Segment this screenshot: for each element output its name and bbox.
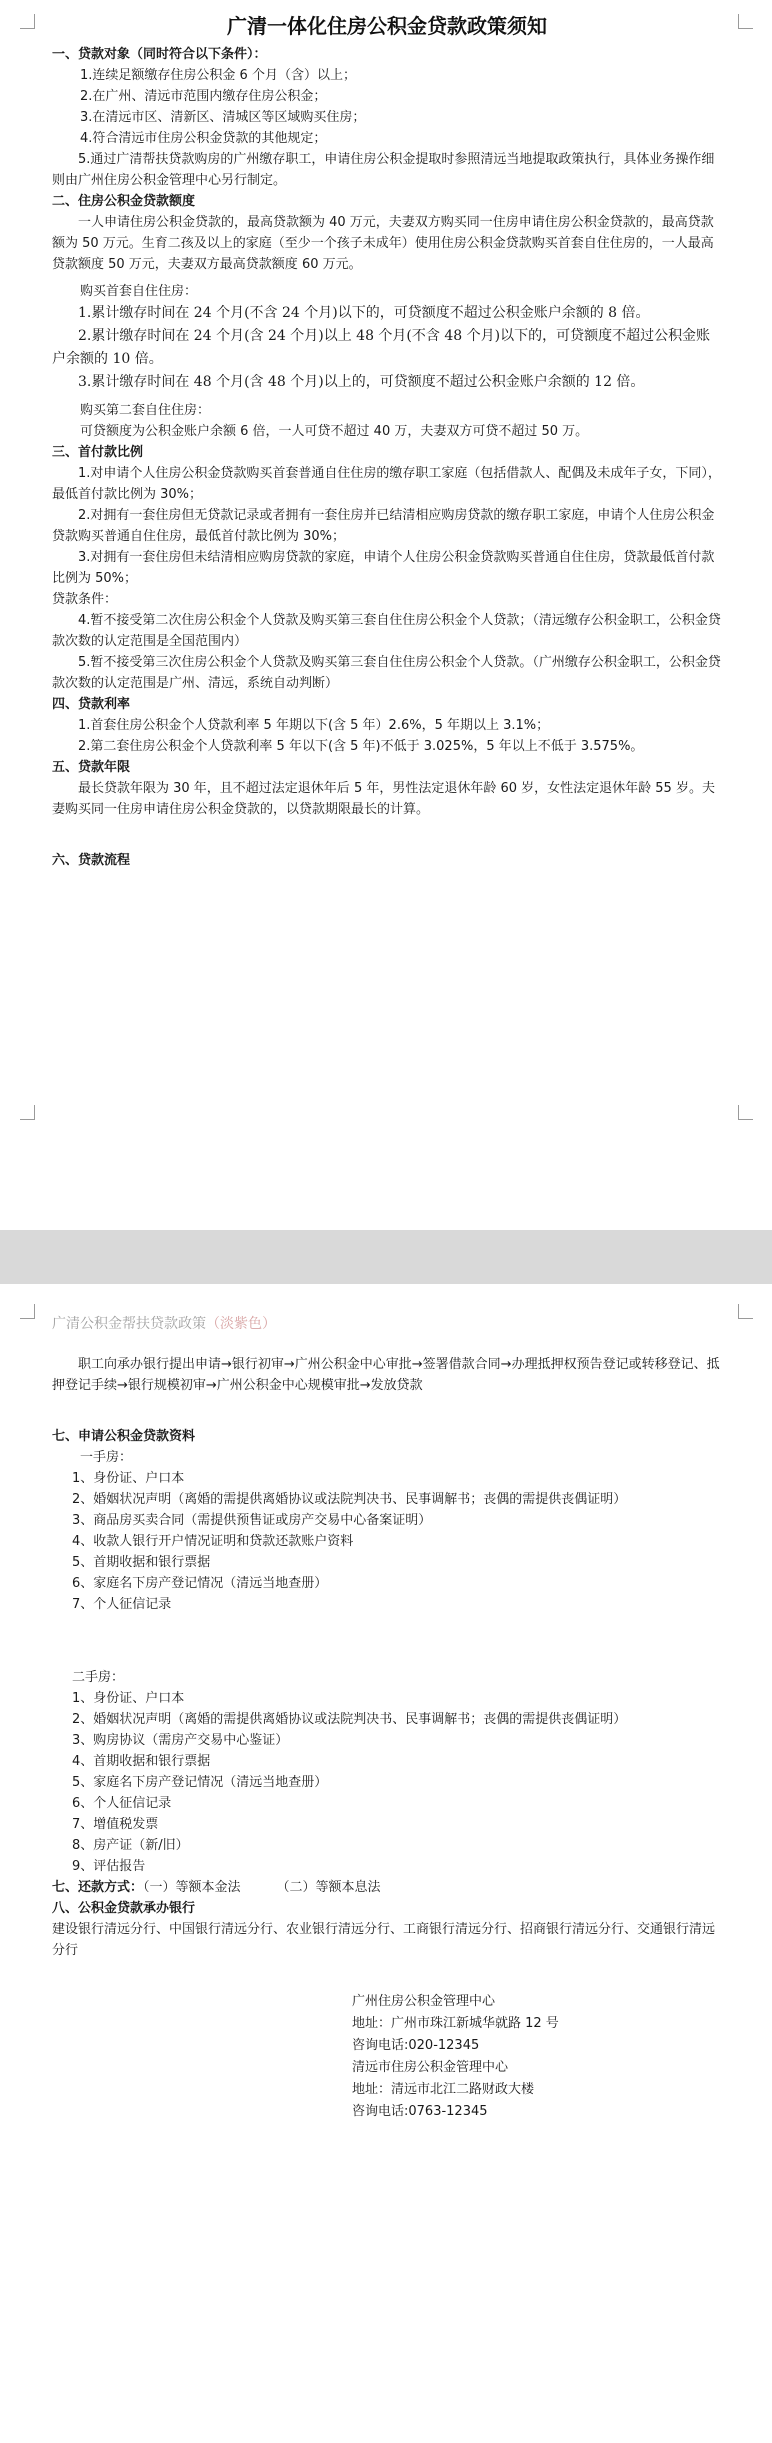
list-item: 7、增值税发票 <box>72 1817 159 1832</box>
section-heading: 一、贷款对象（同时符合以下条件）： <box>52 47 267 62</box>
contact-line: 广州住房公积金管理中心 <box>352 1994 496 2009</box>
header-text: 广清公积金帮扶贷款政策 <box>52 1316 206 1332</box>
list-item: 3.累计缴存时间在 48 个月(含 48 个月)以上的，可贷额度不超过公积金账户余额的 12 倍。 <box>78 374 645 390</box>
subheading: 二手房： <box>72 1670 125 1685</box>
list-item: 2、婚姻状况声明（离婚的需提供离婚协议或法院判决书、民事调解书；丧偶的需提供丧偶证明） <box>72 1712 627 1727</box>
page-corner-mark <box>738 1105 753 1120</box>
section-heading: 二、住房公积金贷款额度 <box>52 194 196 209</box>
list-item: 5.暂不接受第三次住房公积金个人贷款及购买第三套自住住房公积金个人贷款。（广州缴存公积金职工，公积金贷款次数的认定范围是广州、清远，系统自动判断） <box>52 655 721 691</box>
list-item: 8、房产证（新/旧） <box>72 1838 189 1853</box>
contact-block <box>52 1991 722 2123</box>
list-item: 2.累计缴存时间在 24 个月(含 24 个月)以上 48 个月(不含 48 个月)以下的，可贷额度不超过公积金账户余额的 10 倍。 <box>52 328 711 367</box>
paragraph: 一人申请住房公积金贷款的，最高贷款额为 40 万元，夫妻双方购买同一住房申请住房公积金贷款的，最高贷款额为 50 万元。生育二孩及以上的家庭（至少一个孩子未成年）使用住房公积金贷款购买首套自住住房的，一人最高贷款额度 50 万元，夫妻双方最高贷款额度 60 万元。 <box>52 215 714 272</box>
list-item: 3.对拥有一套住房但未结清相应购房贷款的家庭，申请个人住房公积金贷款购买普通自住住房，贷款最低首付款比例为 50%； <box>52 550 715 586</box>
subheading: 贷款条件： <box>52 592 118 607</box>
section-heading: 八、公积金贷款承办银行 <box>52 1901 196 1916</box>
header-note: （淡紫色） <box>206 1316 276 1332</box>
list-item: 2.第二套住房公积金个人贷款利率 5 年以下(含 5 年)不低于 3.025%，5 年以上不低于 3.575%。 <box>78 739 644 754</box>
repayment-option: （二）等额本息法 <box>276 1880 381 1895</box>
subheading: 一手房： <box>80 1450 133 1465</box>
page-corner-mark <box>738 1304 753 1319</box>
page-gap <box>0 1230 772 1284</box>
page-corner-mark <box>20 1304 35 1319</box>
list-item: 3、商品房买卖合同（需提供预售证或房产交易中心备案证明） <box>72 1513 432 1528</box>
repayment-option: （一）等额本金法 <box>143 1880 241 1895</box>
paragraph: 建设银行清远分行、中国银行清远分行、农业银行清远分行、工商银行清远分行、招商银行清远分行、交通银行清远分行 <box>52 1922 716 1958</box>
section-heading: 七、还款方式： <box>52 1880 144 1895</box>
section-heading: 四、贷款利率 <box>52 697 131 712</box>
contact-line: 咨询电话:0763-12345 <box>352 2104 488 2119</box>
document-title: 广清一体化住房公积金贷款政策须知 <box>227 14 547 38</box>
section-heading: 七、申请公积金贷款资料 <box>52 1429 196 1444</box>
repayment-line <box>52 1877 722 1898</box>
list-item: 2.在广州、清远市范围内缴存住房公积金； <box>80 89 327 104</box>
list-item: 3、购房协议（需房产交易中心鉴证） <box>72 1733 289 1748</box>
page-corner-mark <box>20 14 35 29</box>
list-item: 1.累计缴存时间在 24 个月(不含 24 个月)以下的，可贷额度不超过公积金账户余额的 8 倍。 <box>78 305 650 321</box>
list-item: 4、首期收据和银行票据 <box>72 1754 211 1769</box>
list-item: 1.连续足额缴存住房公积金 6 个月（含）以上； <box>80 68 356 83</box>
page-corner-mark <box>738 14 753 29</box>
list-item: 6、个人征信记录 <box>72 1796 172 1811</box>
list-item: 4.符合清远市住房公积金贷款的其他规定； <box>80 131 327 146</box>
list-item: 3.在清远市区、清新区、清城区等区域购买住房； <box>80 110 366 125</box>
paragraph: 可贷额度为公积金账户余额 6 倍，一人可贷不超过 40 万，夫妻双方可贷不超过 50 万。 <box>80 424 589 439</box>
subheading: 购买第二套自住住房： <box>80 403 211 418</box>
subheading: 购买首套自住住房： <box>80 284 198 299</box>
list-item: 1.首套住房公积金个人贷款利率 5 年期以下(含 5 年）2.6%，5 年期以上 3.1%； <box>78 718 550 733</box>
list-item: 4、收款人银行开户情况证明和贷款还款账户资料 <box>72 1534 354 1549</box>
list-item: 1、身份证、户口本 <box>72 1471 185 1486</box>
section-heading: 三、首付款比例 <box>52 445 144 460</box>
page-corner-mark <box>20 1105 35 1120</box>
contact-line: 咨询电话:020-12345 <box>352 2038 480 2053</box>
list-item: 9、评估报告 <box>72 1859 146 1874</box>
list-item: 1.对申请个人住房公积金贷款购买首套普通自住住房的缴存职工家庭（包括借款人、配偶及未成年子女，下同），最低首付款比例为 30%； <box>52 466 721 502</box>
contact-line: 清远市住房公积金管理中心 <box>352 2060 509 2075</box>
list-item: 5.通过广清帮扶贷款购房的广州缴存职工，申请住房公积金提取时参照清远当地提取政策执行，具体业务操作细则由广州住房公积金管理中心另行制定。 <box>52 152 715 188</box>
list-item: 1、身份证、户口本 <box>72 1691 185 1706</box>
paragraph: 最长贷款年限为 30 年，且不超过法定退休年后 5 年，男性法定退休年龄 60 岁，女性法定退休年龄 55 岁。夫妻购买同一住房申请住房公积金贷款的，以贷款期限最长的计算。 <box>52 781 715 817</box>
page-2-content <box>52 1312 722 2123</box>
page-1-content <box>52 8 722 871</box>
list-item: 5、首期收据和银行票据 <box>72 1555 211 1570</box>
page-header <box>52 1312 722 1336</box>
list-item: 2、婚姻状况声明（离婚的需提供离婚协议或法院判决书、民事调解书；丧偶的需提供丧偶证明） <box>72 1492 627 1507</box>
list-item: 5、家庭名下房产登记情况（清远当地查册） <box>72 1775 328 1790</box>
paragraph: 职工向承办银行提出申请→银行初审→广州公积金中心审批→签署借款合同→办理抵押权预告登记或转移登记、抵押登记手续→银行规模初审→广州公积金中心规模审批→发放贷款 <box>52 1357 720 1393</box>
list-item: 7、个人征信记录 <box>72 1597 172 1612</box>
section-heading: 五、贷款年限 <box>52 760 131 775</box>
contact-line: 地址：清远市北江二路财政大楼 <box>352 2082 535 2097</box>
section-heading: 六、贷款流程 <box>52 853 131 868</box>
list-item: 4.暂不接受第二次住房公积金个人贷款及购买第三套自住住房公积金个人贷款；（清远缴存公积金职工，公积金贷款次数的认定范围是全国范围内） <box>52 613 721 649</box>
list-item: 2.对拥有一套住房但无贷款记录或者拥有一套住房并已结清相应购房贷款的缴存职工家庭，申请个人住房公积金贷款购买普通自住住房，最低首付款比例为 30%； <box>52 508 715 544</box>
contact-line: 地址：广州市珠江新城华就路 12 号 <box>352 2016 559 2031</box>
list-item: 6、家庭名下房产登记情况（清远当地查册） <box>72 1576 328 1591</box>
